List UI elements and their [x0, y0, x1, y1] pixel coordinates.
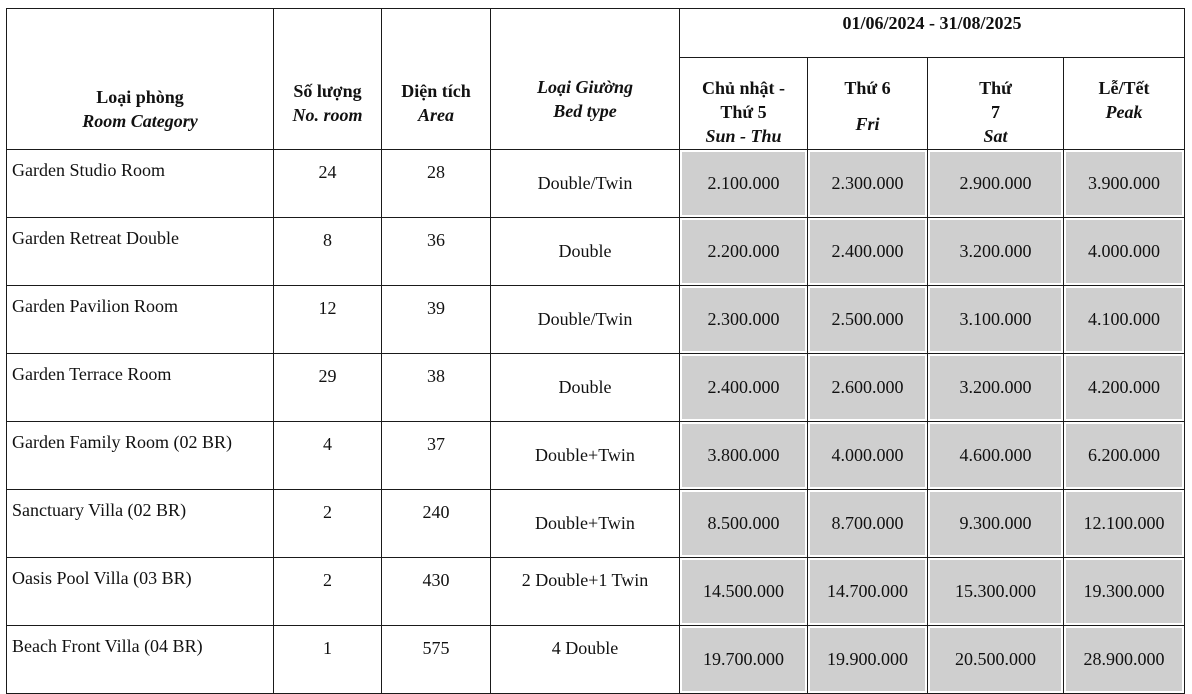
price-sat: 15.300.000: [928, 558, 1064, 626]
room-count: 1: [274, 626, 382, 694]
price-sat: 9.300.000: [928, 490, 1064, 558]
price-sun-thu: 2.200.000: [680, 218, 808, 286]
price-sat: 2.900.000: [928, 150, 1064, 218]
price-peak: 4.200.000: [1064, 354, 1185, 422]
price-sun-thu: 19.700.000: [680, 626, 808, 694]
price-fri: 8.700.000: [808, 490, 928, 558]
bed-type: Double: [491, 354, 680, 422]
table-row: [7, 626, 1185, 694]
room-area: 39: [382, 286, 491, 354]
price-sat: 4.600.000: [928, 422, 1064, 490]
price-peak: 6.200.000: [1064, 422, 1185, 490]
room-area: 430: [382, 558, 491, 626]
room-name: Oasis Pool Villa (03 BR): [7, 558, 274, 626]
bed-type: 2 Double+1 Twin: [491, 558, 680, 626]
price-sun-thu: 2.400.000: [680, 354, 808, 422]
price-sun-thu: 8.500.000: [680, 490, 808, 558]
header-period: 01/06/2024 - 31/08/2025: [680, 9, 1185, 58]
room-name: Garden Retreat Double: [7, 218, 274, 286]
room-count: 4: [274, 422, 382, 490]
header-price-sun-thu: Chủ nhật - Thứ 5 Sun - Thu: [680, 58, 808, 150]
room-name: Garden Family Room (02 BR): [7, 422, 274, 490]
room-count: 2: [274, 490, 382, 558]
price-peak: 4.000.000: [1064, 218, 1185, 286]
table-row: [7, 490, 1185, 558]
price-fri: 2.500.000: [808, 286, 928, 354]
price-fri: 2.600.000: [808, 354, 928, 422]
price-fri: 19.900.000: [808, 626, 928, 694]
table-row: [7, 150, 1185, 218]
price-peak: 28.900.000: [1064, 626, 1185, 694]
header-area: Diện tích Area: [382, 9, 491, 150]
table-row: [7, 218, 1185, 286]
price-sun-thu: 2.300.000: [680, 286, 808, 354]
header-price-peak: Lễ/Tết Peak: [1064, 58, 1185, 150]
room-rate-table: [6, 8, 1185, 694]
price-fri: 2.400.000: [808, 218, 928, 286]
bed-type: 4 Double: [491, 626, 680, 694]
room-count: 2: [274, 558, 382, 626]
room-area: 575: [382, 626, 491, 694]
bed-type: Double+Twin: [491, 490, 680, 558]
price-peak: 12.100.000: [1064, 490, 1185, 558]
price-fri: 4.000.000: [808, 422, 928, 490]
price-peak: 4.100.000: [1064, 286, 1185, 354]
room-count: 24: [274, 150, 382, 218]
room-name: Beach Front Villa (04 BR): [7, 626, 274, 694]
price-peak: 19.300.000: [1064, 558, 1185, 626]
price-sat: 3.200.000: [928, 218, 1064, 286]
bed-type: Double: [491, 218, 680, 286]
header-no-room: Số lượng No. room: [274, 9, 382, 150]
room-area: 38: [382, 354, 491, 422]
header-room-category: Loại phòng Room Category: [7, 9, 274, 150]
table-row: [7, 558, 1185, 626]
header-bed-type: Loại Giường Bed type: [491, 9, 680, 150]
room-name: Garden Terrace Room: [7, 354, 274, 422]
rate-table-container: [6, 8, 1184, 669]
room-name: Garden Pavilion Room: [7, 286, 274, 354]
room-area: 28: [382, 150, 491, 218]
price-sun-thu: 2.100.000: [680, 150, 808, 218]
bed-type: Double/Twin: [491, 286, 680, 354]
room-name: Garden Studio Room: [7, 150, 274, 218]
room-area: 36: [382, 218, 491, 286]
bed-type: Double/Twin: [491, 150, 680, 218]
header-price-sat: Thứ 7 Sat: [928, 58, 1064, 150]
room-count: 12: [274, 286, 382, 354]
price-fri: 2.300.000: [808, 150, 928, 218]
room-area: 37: [382, 422, 491, 490]
price-fri: 14.700.000: [808, 558, 928, 626]
price-sat: 20.500.000: [928, 626, 1064, 694]
price-peak: 3.900.000: [1064, 150, 1185, 218]
table-row: [7, 286, 1185, 354]
bed-type: Double+Twin: [491, 422, 680, 490]
price-sat: 3.100.000: [928, 286, 1064, 354]
room-count: 29: [274, 354, 382, 422]
table-row: [7, 354, 1185, 422]
table-row: [7, 422, 1185, 490]
price-sat: 3.200.000: [928, 354, 1064, 422]
price-sun-thu: 3.800.000: [680, 422, 808, 490]
room-name: Sanctuary Villa (02 BR): [7, 490, 274, 558]
header-price-fri: Thứ 6 Fri: [808, 58, 928, 150]
room-area: 240: [382, 490, 491, 558]
price-sun-thu: 14.500.000: [680, 558, 808, 626]
room-count: 8: [274, 218, 382, 286]
